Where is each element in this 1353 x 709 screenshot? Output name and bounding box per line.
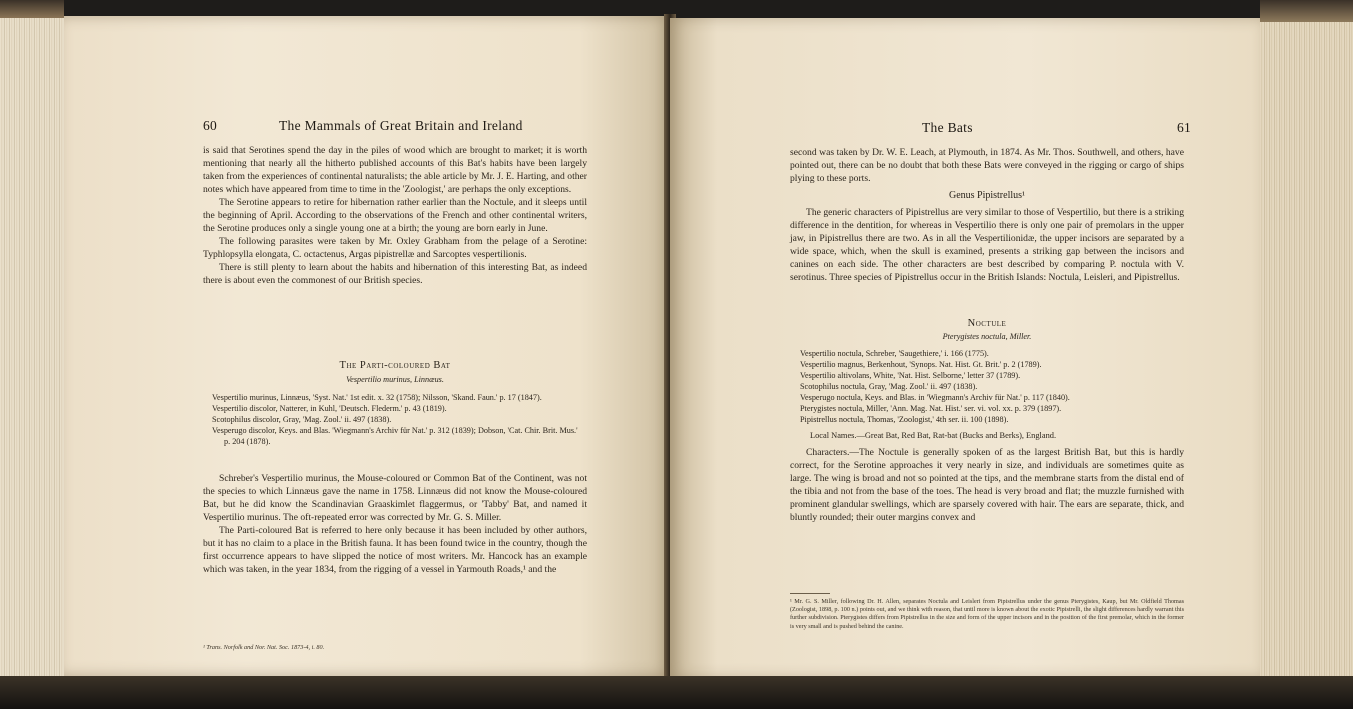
bottom-shadow xyxy=(0,676,1353,709)
right-page-number: 61 xyxy=(1177,120,1192,135)
synonym-entry: Vespertilio magnus, Berkenhout, 'Synops. Nat. Hist. Gt. Brit.' p. 2 (1789). xyxy=(800,360,1042,369)
paragraph: The Parti-coloured Bat is referred to here only because it has been included by other authors, but it has no claim to a place in the British fauna. It has been found twice in the country, though the first occurrence appears to have slipped the notice of most writers. Mr. Hancock has an example which was taken, in the year 1834, from the rigging of a vessel in Yarmouth Roads,¹ and the xyxy=(203,525,587,575)
paragraph: The Serotine appears to retire for hibernation rather earlier than the Noctule, and it sleeps until the beginning of April. According to the observations of the French and other continental writers, the Serotine produces only a single young one at a birth; the young are born early in June. xyxy=(203,197,587,234)
left-cover-top xyxy=(0,0,64,18)
section-title: The Parti-coloured Bat xyxy=(339,360,451,371)
right-cover-top xyxy=(1260,0,1353,22)
paragraph: Schreber's Vespertilio murinus, the Mouse-coloured or Common Bat of the Continent, was not the species to which Linnæus gave the name in 1758. Linnæus did not know the Mouse-coloured Bat, but he did know the Scandinavian Graaskimlet flaggermus, or 'Tabby' Bat, and named it Vespertilio murinus. The oft-repeated error was corrected by Mr. G. S. Miller. xyxy=(203,473,587,523)
synonym-entry: Scotophilus discolor, Gray, 'Mag. Zool.' ii. 497 (1838). xyxy=(212,415,392,424)
paragraph: Characters.—The Noctule is generally spoken of as the largest British Bat, but this is hardly correct, for the Serotine approaches it very nearly in size, and individuals are sometimes quite as large. The wing is broad and not so pointed at the tips, and the membrane starts from the distal end of the tibia and not from the base of the toes. The head is very broad and flat; the muzzle furnished with prominent glandular swellings, which are sparsely covered with hair. The ears are separate, thick, and bluntly rounded; their outer margins convex and xyxy=(790,447,1184,523)
right-page xyxy=(670,18,1260,678)
right-footnote: ¹ Mr. G. S. Miller, following Dr. H. Allen, separates Noctula and Leisleri from Pipistrellus under the genus Pterygistes, Kaup, but Mr. Oldfield Thomas (Zoologist, 1898, p. 100 n.) points out, and we think with reason, that until more is known about the exotic Pipistrelli, the slight differences hardly warrant this further subdivision. Pterygistes differs from Pipistrellus in the size and form of the upper incisors and in the position of the first premolar, which in the former is very small and is pushed behind the canine. xyxy=(790,598,1184,630)
section-subtitle: Vespertilio murinus, Linnæus. xyxy=(346,375,444,384)
left-body-text xyxy=(203,144,587,287)
synonym-entry: Pipistrellus noctula, Thomas, 'Zoologist,' 4th ser. ii. 100 (1898). xyxy=(800,415,1009,424)
synonym-entry: Vespertilio murinus, Linnæus, 'Syst. Nat.' 1st edit. x. 32 (1758); Nilsson, 'Skand. Faun.' p. 17 (1847). xyxy=(212,393,542,402)
synonym-entry: Vesperugo discolor, Keys. and Blas. 'Wiegmann's Archiv für Nat.' p. 312 (1839); Dobson, 'Cat. Chir. Brit. Mus.' p. 204 (1878). xyxy=(212,426,578,446)
left-footnote: ¹ Trans. Norfolk and Nor. Nat. Soc. 1873-4, i. 80. xyxy=(203,644,325,651)
left-page-edges xyxy=(0,0,64,709)
paragraph: is said that Serotines spend the day in the piles of wood which are brought to market; it is worth mentioning that nearly all the hitherto published accounts of this Bat's habits have been largely taken from the experiences of continental naturalists; the able article by Mr. J. E. Harting, and other notes which have appeared from time to time in the 'Zoologist,' are perhaps the only exceptions. xyxy=(203,145,587,195)
genus-description xyxy=(790,206,1184,284)
synonym-entry: Vespertilio discolor, Natterer, in Kuhl, 'Deutsch. Flederm.' p. 43 (1819). xyxy=(212,404,447,413)
synonym-entry: Vespertilio altivolans, White, 'Nat. Hist. Selborne,' letter 37 (1789). xyxy=(800,371,1021,380)
synonym-entry: Pterygistes noctula, Miller, 'Ann. Mag. Nat. Hist.' ser. vi. vol. xx. p. 379 (1897). xyxy=(800,404,1062,413)
genus-title: Genus Pipistrellus¹ xyxy=(948,190,1026,201)
species-subtitle: Pterygistes noctula, Miller. xyxy=(942,332,1032,341)
local-names: Local Names.—Great Bat, Red Bat, Rat-bat (Bucks and Berks), England. xyxy=(810,431,1057,440)
right-running-title: The Bats xyxy=(922,120,973,135)
paragraph: The generic characters of Pipistrellus are very similar to those of Vespertilio, but there is a striking difference in the dentition, for whereas in Vespertilio there is only one pair of premolars in the upper jaw, in Pipistrellus there are two. As in all the Vespertilionidæ, the upper incisors are separated by a wide space, which, when the skull is examined, presents a striking gap between the incisors and canines on each side. The other characters are best described by comparing P. noctula with V. serotinus. Three species of Pipistrellus occur in the British Islands: Noctula, Leisleri, and Pipistrellus. xyxy=(790,207,1184,283)
paragraph: The following parasites were taken by Mr. Oxley Grabham from the pelage of a Serotine: Typhlopsylla elongata, C. octactenus, Argas pipistrellæ and Sarcoptes vespertilionis. xyxy=(203,236,587,260)
left-page-number: 60 xyxy=(203,118,218,133)
footnote-rule xyxy=(790,593,830,594)
synonym-entry: Vespertilio noctula, Schreber, 'Saugethiere,' i. 166 (1775). xyxy=(800,349,989,358)
synonymy-list xyxy=(212,392,584,447)
paragraph: second was taken by Dr. W. E. Leach, at Plymouth, in 1874. As Mr. Thos. Southwell, and others, have pointed out, there can be no doubt that both these Bats were conveyed in the rigging or cargo of ships plying to these ports. xyxy=(790,147,1184,184)
right-page-edges xyxy=(1260,0,1353,709)
species-title: Noctule xyxy=(967,318,1007,329)
left-page xyxy=(64,16,670,676)
synonym-entry: Vesperugo noctula, Keys. and Blas. in 'Wiegmann's Archiv für Nat.' p. 117 (1840). xyxy=(800,393,1070,402)
paragraph: There is still plenty to learn about the habits and hibernation of this interesting Bat, as indeed there is about even the commonest of our British species. xyxy=(203,262,587,286)
left-body-text-2 xyxy=(203,472,587,576)
left-running-title: The Mammals of Great Britain and Ireland xyxy=(279,118,523,133)
characters-text xyxy=(790,446,1184,524)
right-body-text xyxy=(790,146,1184,185)
synonym-entry: Scotophilus noctula, Gray, 'Mag. Zool.' ii. 497 (1838). xyxy=(800,382,978,391)
noctule-synonymy xyxy=(800,348,1184,425)
